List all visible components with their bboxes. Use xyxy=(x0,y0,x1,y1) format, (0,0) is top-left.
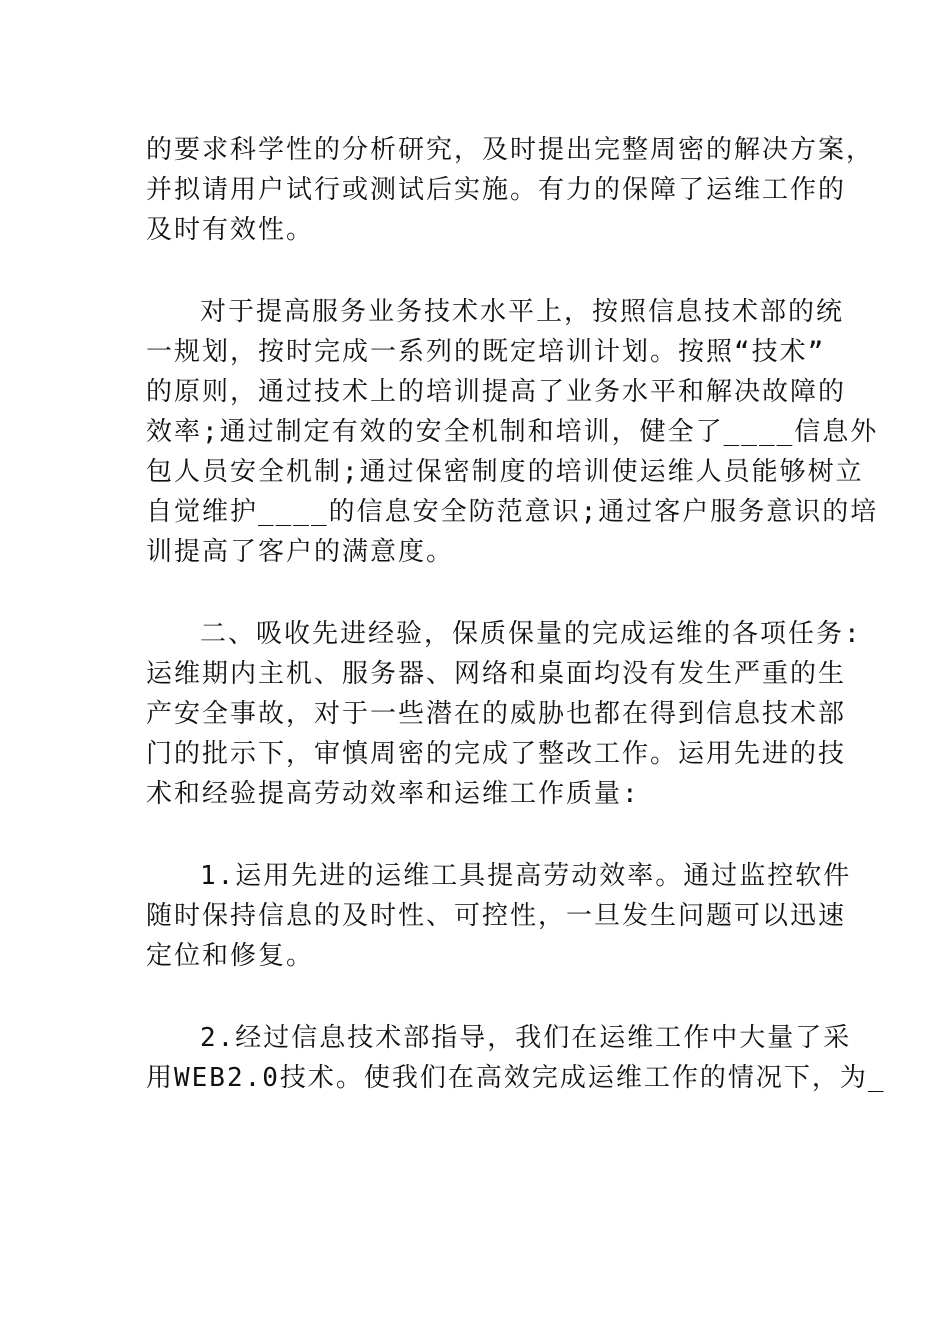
text-line: 2.经过信息技术部指导，我们在运维工作中大量了采 xyxy=(200,1023,852,1053)
text-line: 用WEB2.0技术。使我们在高效完成运维工作的情况下，为_ xyxy=(146,1063,886,1093)
text-line: 随时保持信息的及时性、可控性，一旦发生问题可以迅速 xyxy=(146,901,847,931)
text-line: 定位和修复。 xyxy=(146,941,315,971)
text-line: 包人员安全机制;通过保密制度的培训使运维人员能够树立 xyxy=(146,457,864,487)
text-line: 及时有效性。 xyxy=(146,215,315,245)
document-page xyxy=(146,130,886,1140)
paragraph-2 xyxy=(146,292,879,572)
text-line: 的原则，通过技术上的培训提高了业务水平和解决故障的 xyxy=(146,377,847,407)
text-line: 的要求科学性的分析研究，及时提出完整周密的解决方案， xyxy=(146,135,875,165)
text-line: 1.运用先进的运维工具提高劳动效率。通过监控软件 xyxy=(200,861,852,891)
text-line: 运维期内主机、服务器、网络和桌面均没有发生严重的生 xyxy=(146,659,847,689)
text-line: 产安全事故，对于一些潜在的威胁也都在得到信息技术部 xyxy=(146,699,847,729)
paragraph-4 xyxy=(146,856,852,976)
paragraph-5 xyxy=(146,1018,886,1098)
text-line: 二、吸收先进经验，保质保量的完成运维的各项任务: xyxy=(200,619,862,649)
text-line: 门的批示下，审慎周密的完成了整改工作。运用先进的技 xyxy=(146,739,847,769)
text-line: 效率;通过制定有效的安全机制和培训，健全了____信息外 xyxy=(146,417,879,447)
text-line: 对于提高服务业务技术水平上，按照信息技术部的统 xyxy=(200,297,845,327)
paragraph-1 xyxy=(146,130,875,250)
text-line: 训提高了客户的满意度。 xyxy=(146,537,455,567)
text-line: 术和经验提高劳动效率和运维工作质量: xyxy=(146,779,640,809)
text-line: 一规划，按时完成一系列的既定培训计划。按照“技术” xyxy=(146,337,826,367)
text-line: 并拟请用户试行或测试后实施。有力的保障了运维工作的 xyxy=(146,175,847,205)
text-line: 自觉维护____的信息安全防范意识;通过客户服务意识的培 xyxy=(146,497,879,527)
paragraph-3 xyxy=(146,614,862,814)
